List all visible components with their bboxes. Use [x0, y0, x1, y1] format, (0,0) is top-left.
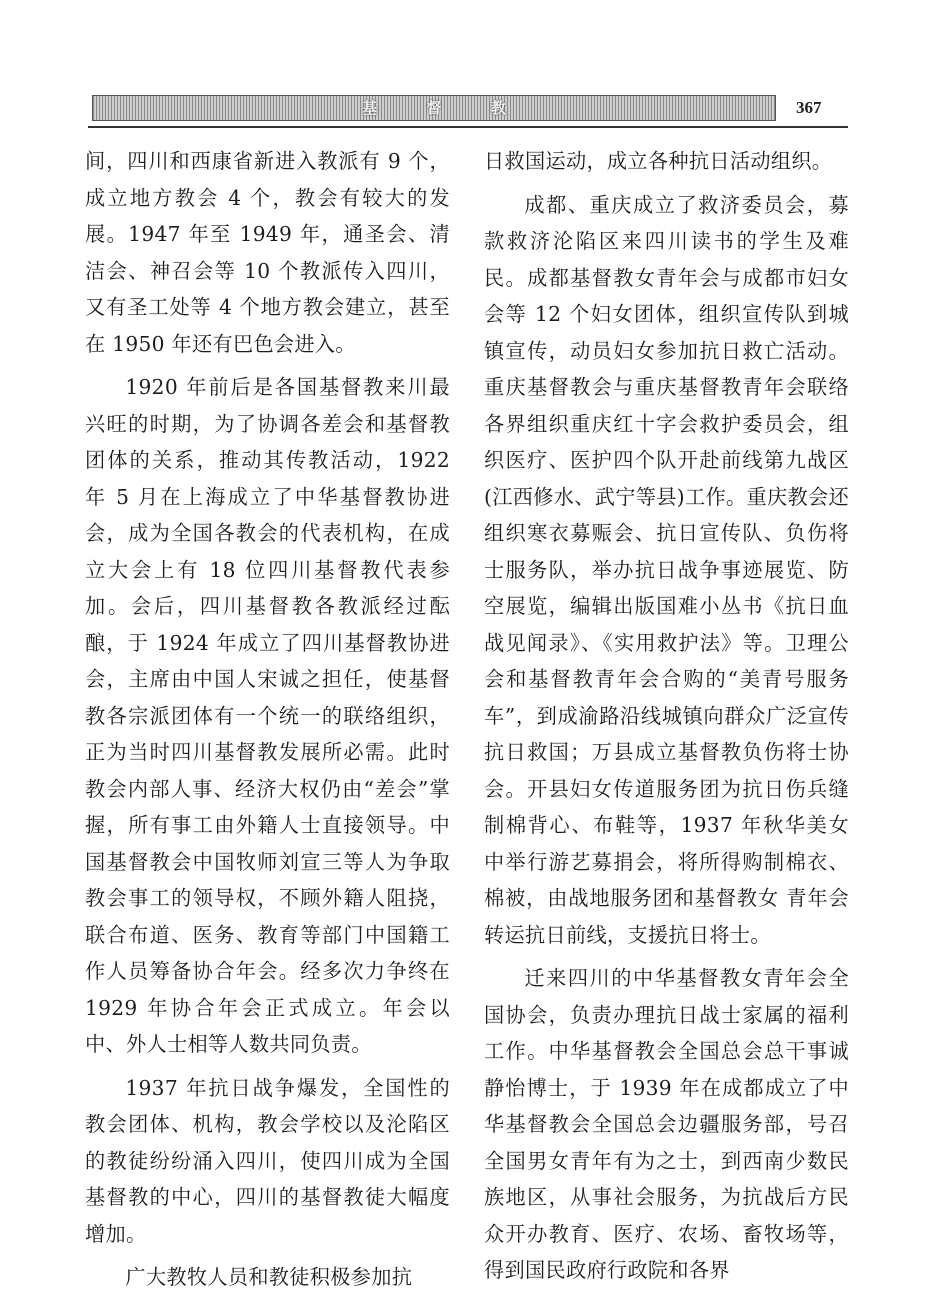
paragraph: 成都、重庆成立了救济委员会，募款救济沦陷区来四川读书的学生及难民。成都基督教女青年会与成都市妇女会等 12 个妇女团体，组织宣传队到城镇宣传，动员妇女参加抗日救亡活动。重庆基督教会与重庆基督教青年会联络各界组织重庆红十字会救护委员会，组织医疗、医护四个队开赴前线第九战区(江西修水、武宁等县)工作。重庆教会还组织寒衣募赈会、抗日宣传队、负伤将士服务队，举办抗日战争事迹展览、防空展览，编辑出版国难小丛书《抗日血战见闻录》、《实用救护法》等。卫理公会和基督教青年会合购的“美青号服务车”，到成渝路沿线城镇向群众广泛宣传抗日救国；万县成立基督教负伤将士协会。开县妇女传道服务团为抗日伤兵缝制棉背心、布鞋等，1937 年秋华美女中举行游艺募捐会，将所得购制棉衣、棉被，由战地服务团和基督教女 青年会转运抗日前线，支援抗日将士。: [484, 192, 849, 947]
paragraph: 1937 年抗日战争爆发，全国性的教会团体、机构，教会学校以及沦陷区的教徒纷纷涌入四川，使四川成为全国基督教的中心，四川的基督教徒大幅度增加。: [85, 1075, 450, 1246]
paragraph: 迁来四川的中华基督教女青年会全国协会，负责办理抗日战士家属的福利工作。中华基督教会全国总会总干事诚静怡博士，于 1939 年在成都成立了中华基督教会全国总会边疆服务部，号召全国男女青年有为之士，到西南少数民族地区，从事社会服务，为抗战后方民众开办教育、医疗、农场、畜牧场等，得到国民政府行政院和各界: [484, 966, 849, 1282]
section-title: 基 督 教: [362, 99, 528, 117]
paragraph: 日救国运动，成立各种抗日活动组织。: [484, 149, 833, 173]
header-divider: [88, 126, 848, 128]
paragraph: 间，四川和西康省新进入教派有 9 个，成立地方教会 4 个，教会有较大的发展。1947 年至 1949 年，通圣会、清洁会、神召会等 10 个教派传入四川，又有圣工处等 4 个地方教会建立，甚至在 1950 年还有巴色会进入。: [85, 149, 450, 356]
paragraph: 1920 年前后是各国基督教来川最兴旺的时期，为了协调各差会和基督教团体的关系，推动其传教活动，1922 年 5 月在上海成立了中华基督教协进会，成为全国各教会的代表机构，在成立大会上有 18 位四川基督教代表参加。会后，四川基督教各教派经过酝酿，于 1924 年成立了四川基督教协进会，主席由中国人宋诚之担任，使基督教各宗派团体有一个统一的联络组织，正为当时四川基督教发展所必需。此时教会内部人事、经济大权仍由“差会”掌握，所有事工由外籍人士直接领导。中国基督教会中国牧师刘宣三等人为争取教会事工的领导权，不顾外籍人阻挠，联合布道、医务、教育等部门中国籍工作人员筹备协合年会。经多次力争终在 1929 年协合年会正式成立。年会以中、外人士相等人数共同负责。: [85, 375, 450, 1056]
page-number: 367: [796, 98, 822, 117]
left-text-column: [85, 143, 450, 1296]
section-header-band: [92, 95, 776, 121]
paragraph: 广大教牧人员和教徒积极参加抗: [125, 1265, 413, 1289]
right-text-column: [484, 143, 849, 1289]
